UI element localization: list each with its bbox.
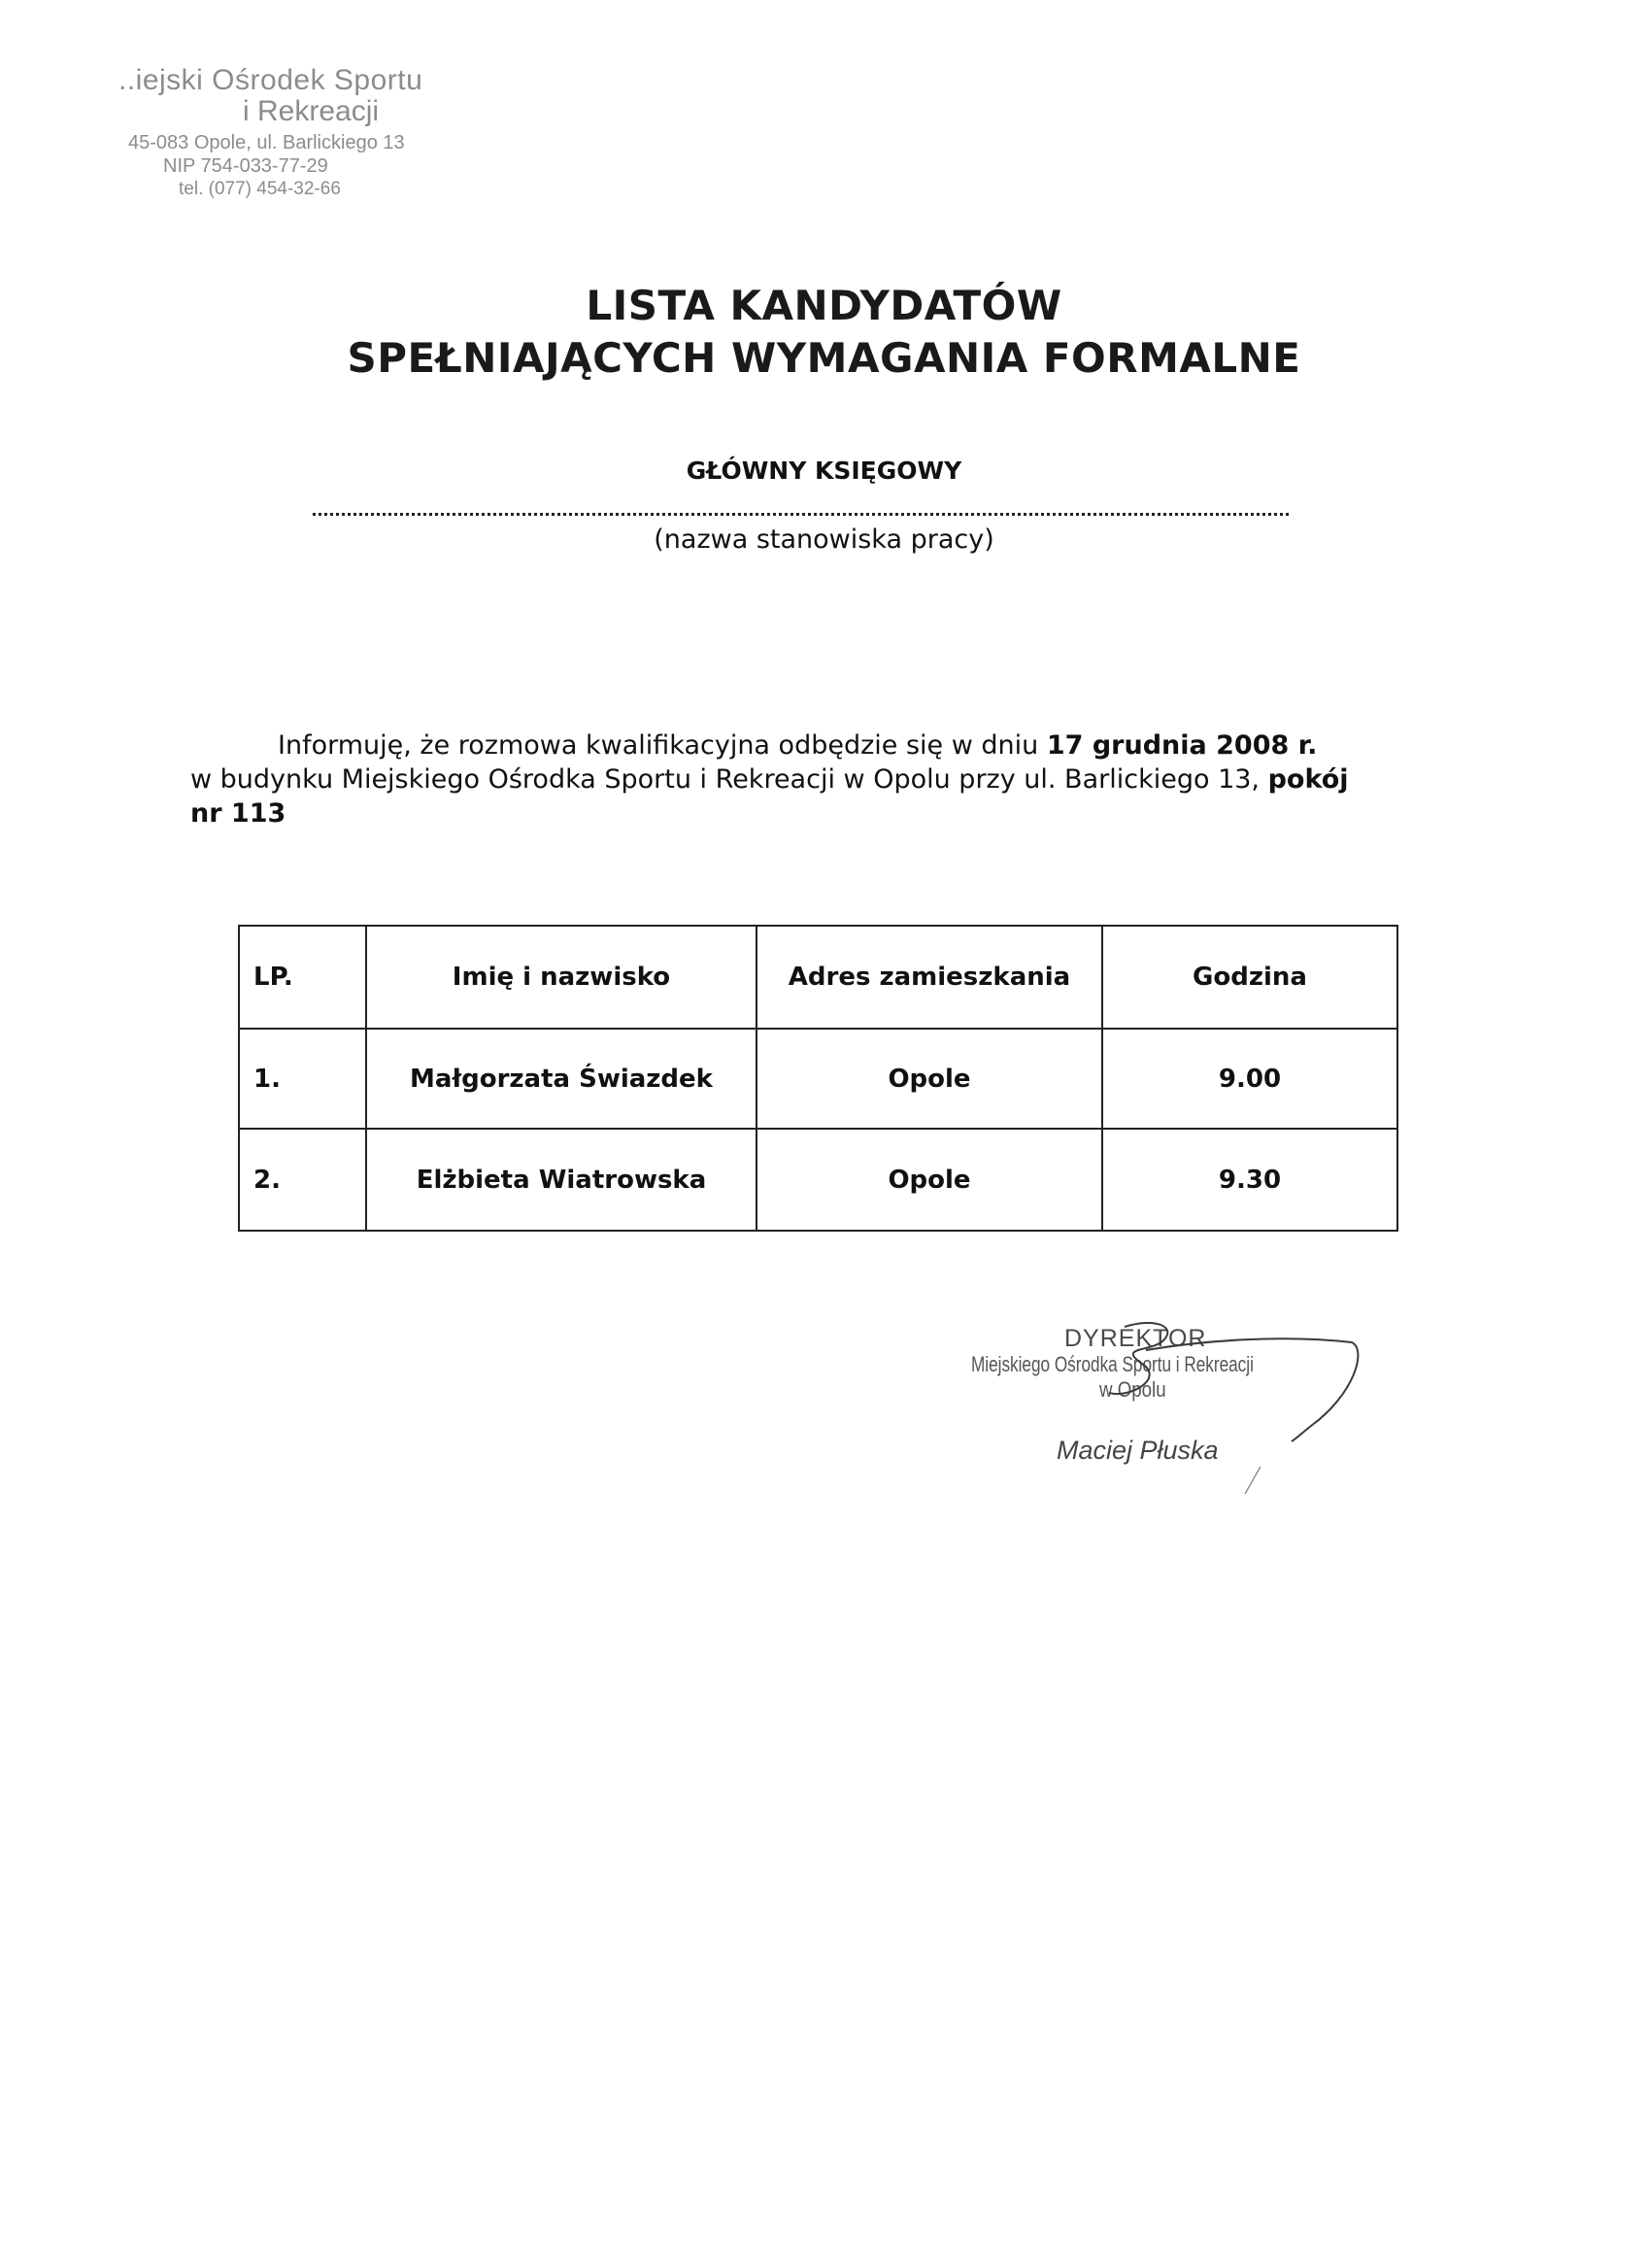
stamp-line-1: ..iejski Ośrodek Sportu (118, 64, 423, 96)
title-line-2: SPEŁNIAJĄCYCH WYMAGANIA FORMALNE (347, 334, 1301, 382)
cell-name: Małgorzata Świazdek (366, 1029, 757, 1129)
header-name: Imię i nazwisko (366, 926, 757, 1029)
interview-date: 17 grudnia 2008 r. (1046, 730, 1318, 761)
info-line-3 (190, 796, 1414, 830)
info-line-1 (190, 728, 1414, 762)
table-row (239, 1029, 1397, 1129)
cell-hour: 9.00 (1102, 1029, 1397, 1129)
cell-lp: 2. (239, 1129, 366, 1231)
signature-role: DYREKTOR (1064, 1325, 1207, 1352)
stamp-phone: tel. (077) 454-32-66 (179, 179, 341, 199)
header-lp: LP. (239, 926, 366, 1029)
header-address: Adres zamieszkania (757, 926, 1102, 1029)
signature-name: Maciej Płuska (1057, 1436, 1219, 1465)
signature-city: w Opolu (1099, 1377, 1166, 1402)
cell-name: Elżbieta Wiatrowska (366, 1129, 757, 1231)
cell-address: Opole (757, 1029, 1102, 1129)
candidates-table (238, 925, 1398, 1232)
info-text-2: w budynku Miejskiego Ośrodka Sportu i Rekreacji w Opolu przy ul. Barlickiego 13, (190, 764, 1268, 795)
interview-info (190, 728, 1414, 830)
table-row (239, 1129, 1397, 1231)
dotted-line (313, 493, 1289, 516)
signature-org: Miejskiego Ośrodka Sportu i Rekreacji (971, 1352, 1254, 1376)
cell-lp: 1. (239, 1029, 366, 1129)
director-signature-stamp (961, 1321, 1389, 1515)
room-number: nr 113 (190, 798, 286, 829)
stamp-address: 45-083 Opole, ul. Barlickiego 13 (128, 132, 405, 153)
position-caption: (nazwa stanowiska pracy) (654, 525, 994, 555)
header-hour: Godzina (1102, 926, 1397, 1029)
table-header-row (239, 926, 1397, 1029)
position-name: GŁÓWNY KSIĘGOWY (686, 457, 962, 485)
handwritten-signature-stroke (961, 1321, 1389, 1515)
document-title (0, 280, 1648, 385)
stamp-nip: NIP 754-033-77-29 (163, 155, 328, 177)
info-text-1: Informuję, że rozmowa kwalifikacyjna odbędzie się w dniu (278, 730, 1047, 761)
room-label: pokój (1267, 764, 1349, 795)
stamp-line-2: i Rekreacji (243, 95, 380, 127)
cell-hour: 9.30 (1102, 1129, 1397, 1231)
info-line-2 (190, 762, 1414, 796)
title-line-1: LISTA KANDYDATÓW (586, 282, 1062, 329)
cell-address: Opole (757, 1129, 1102, 1231)
